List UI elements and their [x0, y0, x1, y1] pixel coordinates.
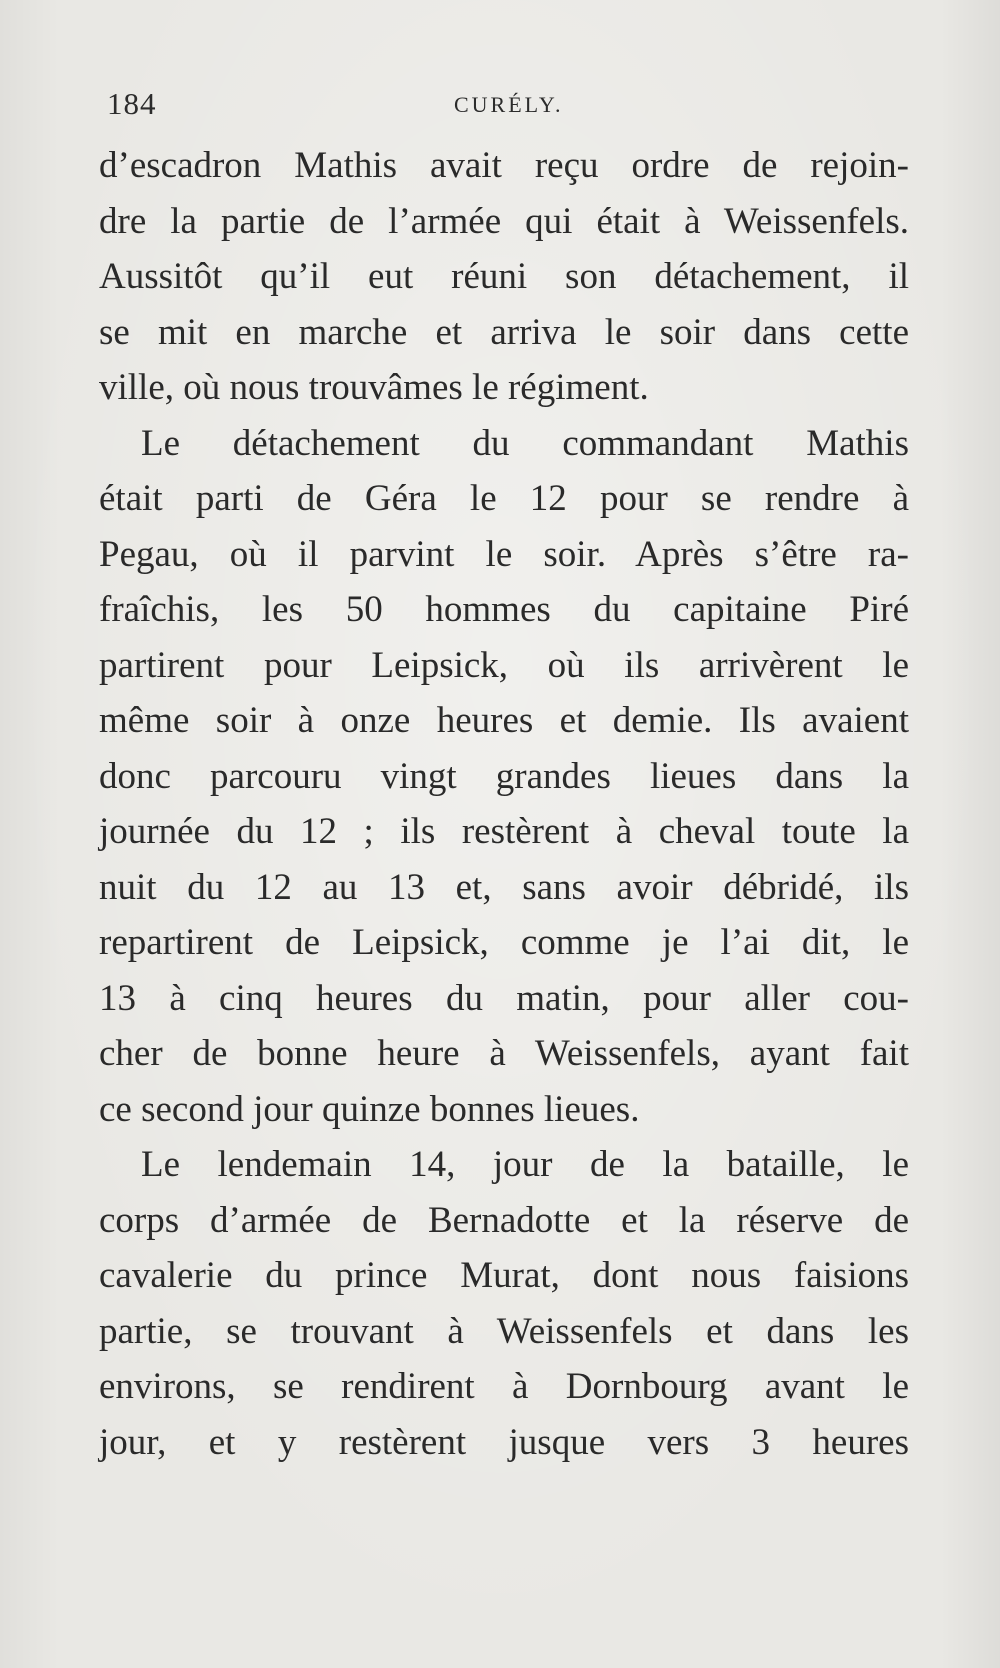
text-line: se mit en marche et arriva le soir dans cette [99, 311, 909, 353]
running-title: CURÉLY. [454, 92, 564, 117]
text-line: 13 à cinq heures du matin, pour aller cou- [99, 977, 909, 1019]
text-line: jour, et y restèrent jusque vers 3 heures [99, 1421, 909, 1463]
text-line: dre la partie de l’armée qui était à Weissenfels. [99, 200, 909, 242]
text-line: environs, se rendirent à Dornbourg avant le [99, 1366, 909, 1407]
page-number: 184 [107, 86, 157, 121]
text-line: était parti de Géra le 12 pour se rendre à [99, 478, 909, 519]
text-line: même soir à onze heures et demie. Ils avaient [99, 700, 909, 741]
text-line: Le lendemain 14, jour de la bataille, le [141, 1144, 909, 1185]
text-line: ville, où nous trouvâmes le régiment. [99, 367, 649, 408]
text-line: ce second jour quinze bonnes lieues. [99, 1088, 640, 1130]
text-line: fraîchis, les 50 hommes du capitaine Piré [99, 589, 909, 630]
text-line: corps d’armée de Bernadotte et la réserve de [99, 1199, 909, 1241]
text-line: cher de bonne heure à Weissenfels, ayant fait [99, 1033, 909, 1074]
text-line: donc parcouru vingt grandes lieues dans la [99, 755, 909, 797]
text-line: cavalerie du prince Murat, dont nous faisions [99, 1255, 909, 1296]
text-line: partie, se trouvant à Weissenfels et dans les [99, 1310, 909, 1352]
text-line: Le détachement du commandant Mathis [141, 422, 909, 464]
text-line: Pegau, où il parvint le soir. Après s’être ra- [99, 533, 909, 575]
text-line: Aussitôt qu’il eut réuni son détachement, il [99, 256, 909, 297]
text-line: d’escadron Mathis avait reçu ordre de rejoin- [99, 145, 909, 186]
running-head [107, 86, 907, 126]
text-line: repartirent de Leipsick, comme je l’ai dit, le [99, 922, 909, 963]
text-line: partirent pour Leipsick, où ils arrivèrent le [99, 644, 909, 686]
text-line: nuit du 12 au 13 et, sans avoir débridé, ils [99, 866, 909, 908]
text-line: journée du 12 ; ils restèrent à cheval toute la [99, 811, 909, 852]
body-text [99, 138, 909, 1470]
